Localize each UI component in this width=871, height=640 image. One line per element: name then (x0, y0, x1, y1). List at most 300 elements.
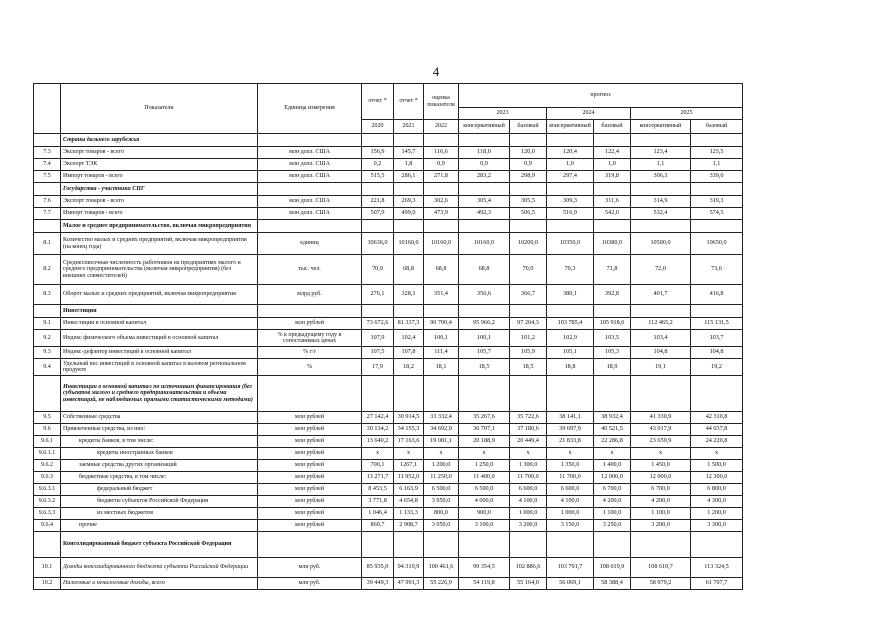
row-code: 9.5 (34, 412, 61, 424)
row-code: 9.1 (34, 318, 61, 330)
section-row (34, 183, 743, 196)
row-name: из местных бюджетов (61, 508, 258, 520)
table-row (34, 496, 743, 508)
row-name: Оборот малых и средних предприятий, включая микропредприятия (61, 285, 258, 305)
row-name: Экспорт ТЭК (61, 159, 258, 171)
row-value: 40 521,5 (594, 424, 631, 436)
header-report-2021: отчет * (394, 84, 424, 120)
header-code (34, 84, 61, 134)
row-name: федеральный бюджет (61, 484, 258, 496)
header-year-2025: 2025 (631, 108, 743, 120)
table-row (34, 147, 743, 159)
row-value: x (394, 448, 424, 460)
row-value: 68,8 (394, 255, 424, 285)
row-value: 39 697,9 (547, 424, 594, 436)
header-base-2025: базовый (691, 120, 743, 134)
row-value (362, 305, 394, 318)
row-value: 100,1 (459, 330, 510, 347)
row-value (459, 305, 510, 318)
row-value: 1,0 (547, 159, 594, 171)
row-value (362, 532, 394, 558)
row-value: 35 722,6 (510, 412, 547, 424)
table-row (34, 171, 743, 183)
row-code: 9.6.3.3 (34, 508, 61, 520)
row-value: 118,0 (459, 147, 510, 159)
table-row (34, 359, 743, 376)
row-value: 44 037,8 (691, 424, 743, 436)
row-value (631, 532, 691, 558)
row-code: 9.4 (34, 359, 61, 376)
row-unit: млн рублей (258, 318, 362, 330)
row-value: 1 500,0 (691, 460, 743, 472)
row-value: 11 250,0 (424, 472, 459, 484)
row-value: 416,8 (691, 285, 743, 305)
row-value: 11 952,0 (394, 472, 424, 484)
row-value: 107,5 (362, 347, 394, 359)
row-value: x (459, 448, 510, 460)
row-value (510, 134, 547, 147)
row-value: 56 069,1 (547, 578, 594, 590)
table-row (34, 233, 743, 255)
row-name: бюджетные средства, в том числе: (61, 472, 258, 484)
row-value: 269,3 (394, 196, 424, 208)
row-value: 0,9 (424, 159, 459, 171)
header-report-2020: отчет * (362, 84, 394, 120)
row-value (362, 376, 394, 412)
row-value: 27 142,4 (362, 412, 394, 424)
row-value: 506,5 (510, 208, 547, 220)
row-code: 9.3 (34, 347, 61, 359)
row-value: 319,8 (594, 171, 631, 183)
row-code: 9.6.1.1 (34, 448, 61, 460)
row-value: x (594, 448, 631, 460)
row-value: 1 133,3 (394, 508, 424, 520)
row-name: Среднесписочная численность работников на предприятиях малого и среднего предпринимательства (включая микропредприятия) (без внешних совместителей) (61, 255, 258, 285)
row-value: 73,6 (691, 255, 743, 285)
row-name: прочие (61, 520, 258, 532)
row-value: 6 600,0 (547, 484, 594, 496)
row-value (594, 532, 631, 558)
row-value: 61 707,7 (691, 578, 743, 590)
row-unit (258, 183, 362, 196)
row-value: 103,7 (691, 330, 743, 347)
row-value: 6 500,0 (459, 484, 510, 496)
row-unit (258, 134, 362, 147)
row-value (510, 183, 547, 196)
table-row (34, 412, 743, 424)
row-value: 19,1 (631, 359, 691, 376)
row-value: 73 672,6 (362, 318, 394, 330)
row-unit: млн долл. США (258, 159, 362, 171)
row-code: 9.6.3.1 (34, 484, 61, 496)
row-value: 103,5 (594, 330, 631, 347)
row-value: 102,9 (547, 330, 594, 347)
row-value: 309,3 (547, 196, 594, 208)
row-value: 286,1 (394, 171, 424, 183)
row-value: 17 163,6 (394, 436, 424, 448)
row-value: 37 180,6 (510, 424, 547, 436)
row-unit: млн рублей (258, 484, 362, 496)
row-value: 72,0 (631, 255, 691, 285)
row-value: 305,4 (459, 196, 510, 208)
row-value: 115 131,5 (691, 318, 743, 330)
row-value: 30 914,5 (394, 412, 424, 424)
row-value: 356,6 (459, 285, 510, 305)
table-row (34, 448, 743, 460)
row-value (510, 532, 547, 558)
row-value (459, 134, 510, 147)
row-value: 11 700,0 (547, 472, 594, 484)
row-code: 9.2 (34, 330, 61, 347)
row-value (424, 134, 459, 147)
row-value: 33 332,4 (424, 412, 459, 424)
row-code (34, 220, 61, 233)
row-code: 7.6 (34, 196, 61, 208)
row-value (424, 376, 459, 412)
row-value: 1,0 (594, 159, 631, 171)
row-name: Индекс-дефлятор инвестиций в основной капитал (61, 347, 258, 359)
row-code: 10.1 (34, 558, 61, 578)
row-value: x (510, 448, 547, 460)
row-value (631, 183, 691, 196)
row-value: 298,9 (510, 171, 547, 183)
row-value: 319,3 (691, 196, 743, 208)
row-value: 11 700,0 (510, 472, 547, 484)
row-value: 116,6 (424, 147, 459, 159)
row-code: 7.5 (34, 171, 61, 183)
row-code (34, 532, 61, 558)
row-value: 55 164,0 (510, 578, 547, 590)
row-name: Инвестиции в основной капитал (61, 318, 258, 330)
row-value: 18,5 (459, 359, 510, 376)
row-value: 1 250,0 (459, 460, 510, 472)
header-forecast: прогноз (459, 84, 743, 108)
row-unit: тыс. чел. (258, 255, 362, 285)
row-value: 10200,0 (510, 233, 547, 255)
row-value: 107,8 (394, 347, 424, 359)
row-value (459, 220, 510, 233)
row-value: 34 155,3 (394, 424, 424, 436)
row-value: 328,1 (394, 285, 424, 305)
row-value: 145,7 (394, 147, 424, 159)
row-name: Экспорт товаров - всего (61, 196, 258, 208)
row-value (594, 376, 631, 412)
table-row (34, 436, 743, 448)
row-name: Удельный вес инвестиций в основной капитал в валовом региональном продукте (61, 359, 258, 376)
row-value: 58 388,4 (594, 578, 631, 590)
row-value: 12 000,0 (594, 472, 631, 484)
row-name: Экспорт товаров - всего (61, 147, 258, 159)
row-value: 103,4 (631, 330, 691, 347)
row-unit: млн рублей (258, 520, 362, 532)
row-value: 30 134,2 (362, 424, 394, 436)
row-value: 3 771,8 (362, 496, 394, 508)
row-value: 3 300,0 (691, 520, 743, 532)
row-value (594, 183, 631, 196)
row-code (34, 305, 61, 318)
row-value: x (631, 448, 691, 460)
row-name: Привлеченные средства, из них: (61, 424, 258, 436)
row-code: 8.1 (34, 233, 61, 255)
row-name: Импорт товаров - всего (61, 171, 258, 183)
row-value (394, 532, 424, 558)
row-value: 19 081,1 (424, 436, 459, 448)
row-value: 108 019,9 (594, 558, 631, 578)
row-value: 0,2 (362, 159, 394, 171)
row-unit (258, 532, 362, 558)
row-unit (258, 220, 362, 233)
row-unit: % к предыдущему году в сопоставимых ценах (258, 330, 362, 347)
row-name: Страны дальнего зарубежья (61, 134, 258, 147)
row-value: 515,5 (362, 171, 394, 183)
row-value (691, 183, 743, 196)
row-value: 113 324,5 (691, 558, 743, 578)
row-name: Консолидированный бюджет субъекта Российской Федерации (61, 532, 258, 558)
row-value: 38 141,1 (547, 412, 594, 424)
row-value: 36 707,1 (459, 424, 510, 436)
page-number: 4 (432, 64, 440, 79)
row-value: 311,6 (594, 196, 631, 208)
row-value: 68,8 (424, 255, 459, 285)
row-value: 18,1 (424, 359, 459, 376)
row-name: Инвестиции в основной капитал по источникам финансирования (без субъектов малого и среднего предпринимательства и объема инвестиций, не наблюдаемых прямыми статистическими методами) (61, 376, 258, 412)
row-value: 35 267,6 (459, 412, 510, 424)
row-value: 101,2 (510, 330, 547, 347)
row-value: x (547, 448, 594, 460)
row-value: 221,8 (362, 196, 394, 208)
row-value: 1,8 (394, 159, 424, 171)
header-year-2023: 2023 (459, 108, 547, 120)
row-value: 95 966,2 (459, 318, 510, 330)
row-value: 2 908,7 (394, 520, 424, 532)
row-value: 10500,0 (631, 233, 691, 255)
row-value: 102,4 (394, 330, 424, 347)
table-row (34, 318, 743, 330)
header-year-2021: 2021 (394, 120, 424, 134)
row-value: 3 200,0 (510, 520, 547, 532)
row-value (631, 220, 691, 233)
row-value: 11 400,0 (459, 472, 510, 484)
row-value (547, 305, 594, 318)
row-unit: % (258, 359, 362, 376)
row-value: 120,0 (510, 147, 547, 159)
row-value: 22 286,8 (594, 436, 631, 448)
row-value: 17,9 (362, 359, 394, 376)
row-value: 39 449,3 (362, 578, 394, 590)
row-value: 13 271,7 (362, 472, 394, 484)
row-value: 6 700,0 (631, 484, 691, 496)
row-name: Количество малых и средних предприятий, включая микропредприятия (на конец года) (61, 233, 258, 255)
row-value: 122,4 (594, 147, 631, 159)
row-value: 302,6 (424, 196, 459, 208)
row-value: 542,0 (594, 208, 631, 220)
row-value: 700,1 (362, 460, 394, 472)
row-value: 43 017,9 (631, 424, 691, 436)
row-value: 123,4 (631, 147, 691, 159)
row-unit (258, 376, 362, 412)
row-value: 24 220,8 (691, 436, 743, 448)
row-value (424, 532, 459, 558)
row-value: 0,9 (459, 159, 510, 171)
row-value (510, 376, 547, 412)
row-value: 54 119,8 (459, 578, 510, 590)
row-value: 105,3 (594, 347, 631, 359)
row-value: 105,9 (510, 347, 547, 359)
row-value: 314,9 (631, 196, 691, 208)
row-value (424, 305, 459, 318)
table-row (34, 508, 743, 520)
row-value: 1 000,0 (510, 508, 547, 520)
header-conservative-2025: консервативный (631, 120, 691, 134)
row-value: 18,2 (394, 359, 424, 376)
row-unit: млн рублей (258, 472, 362, 484)
row-value: 81 337,3 (394, 318, 424, 330)
row-value: 532,4 (631, 208, 691, 220)
row-value: 3 100,0 (459, 520, 510, 532)
row-value: 18,8 (547, 359, 594, 376)
row-unit: единиц (258, 233, 362, 255)
row-value: 297,4 (547, 171, 594, 183)
row-unit: % г/г (258, 347, 362, 359)
row-value (424, 183, 459, 196)
row-value: 90 700,4 (424, 318, 459, 330)
row-value (547, 220, 594, 233)
row-unit: млн рублей (258, 496, 362, 508)
section-row (34, 134, 743, 147)
row-code: 9.6.3 (34, 472, 61, 484)
row-value: 10636,0 (362, 233, 394, 255)
row-unit: млн рублей (258, 436, 362, 448)
table-row (34, 255, 743, 285)
row-value (691, 532, 743, 558)
row-name: бюджеты субъектов Российской Федерации (61, 496, 258, 508)
row-name: заемные средства других организаций (61, 460, 258, 472)
row-value: x (424, 448, 459, 460)
row-value: 108 610,7 (631, 558, 691, 578)
row-value: 20 188,9 (459, 436, 510, 448)
header-base-2023: базовый (510, 120, 547, 134)
row-code: 9.6.3.2 (34, 496, 61, 508)
header-year-2024: 2024 (547, 108, 631, 120)
row-value (459, 183, 510, 196)
row-value (547, 134, 594, 147)
row-value: 47 991,3 (394, 578, 424, 590)
row-name: Инвестиции (61, 305, 258, 318)
table-header (34, 84, 743, 134)
row-value: 10160,0 (459, 233, 510, 255)
row-value: 97 204,3 (510, 318, 547, 330)
table-row (34, 484, 743, 496)
row-value: 507,9 (362, 208, 394, 220)
row-value: 125,5 (691, 147, 743, 159)
row-value: 4 000,0 (459, 496, 510, 508)
row-code: 7.3 (34, 147, 61, 159)
section-row (34, 376, 743, 412)
row-value: 103 791,7 (547, 558, 594, 578)
row-value: 12 300,0 (691, 472, 743, 484)
row-value: 306,3 (631, 171, 691, 183)
row-value: 6 163,9 (394, 484, 424, 496)
row-value: 0,9 (510, 159, 547, 171)
row-value: 3 950,0 (424, 496, 459, 508)
row-value: 105,1 (547, 347, 594, 359)
table-row (34, 460, 743, 472)
table-row (34, 208, 743, 220)
header-conservative-2024: консервативный (547, 120, 594, 134)
row-unit: млн рублей (258, 424, 362, 436)
row-value: 4 200,0 (631, 496, 691, 508)
row-unit: млн долл. США (258, 196, 362, 208)
row-value: 10160,0 (394, 233, 424, 255)
row-name: Импорт товаров - всего (61, 208, 258, 220)
row-value: 380,1 (547, 285, 594, 305)
row-value: 860,7 (362, 520, 394, 532)
row-value: 900,0 (459, 508, 510, 520)
header-conservative-2023: консервативный (459, 120, 510, 134)
row-value (691, 376, 743, 412)
row-value: 71,8 (594, 255, 631, 285)
row-value (547, 376, 594, 412)
row-value: 104,8 (631, 347, 691, 359)
row-value: 10350,0 (547, 233, 594, 255)
indicators-table (33, 83, 743, 590)
row-value: 3 250,0 (594, 520, 631, 532)
table-row (34, 520, 743, 532)
row-value: 99 354,5 (459, 558, 510, 578)
table-row (34, 285, 743, 305)
row-value: 68,8 (459, 255, 510, 285)
row-value: 10380,0 (594, 233, 631, 255)
row-code: 8.3 (34, 285, 61, 305)
row-value: 1 300,0 (510, 460, 547, 472)
row-value: 800,0 (424, 508, 459, 520)
row-value: 1,1 (691, 159, 743, 171)
row-value: x (362, 448, 394, 460)
row-code: 9.6.4 (34, 520, 61, 532)
row-value: 392,8 (594, 285, 631, 305)
table-row (34, 330, 743, 347)
row-unit: млн рублей (258, 412, 362, 424)
row-value: 351,4 (424, 285, 459, 305)
row-value: 4 300,0 (691, 496, 743, 508)
row-code: 7.4 (34, 159, 61, 171)
table-row (34, 558, 743, 578)
row-value: 1 200,0 (424, 460, 459, 472)
row-value: 1,1 (631, 159, 691, 171)
header-unit: Единица измерения (258, 84, 362, 134)
table-row (34, 578, 743, 590)
row-value: 42 310,8 (691, 412, 743, 424)
row-code: 9.6.1 (34, 436, 61, 448)
row-value: 516,9 (547, 208, 594, 220)
row-value (631, 134, 691, 147)
row-value: 1 000,0 (547, 508, 594, 520)
table-row (34, 196, 743, 208)
row-value: 6 600,0 (510, 484, 547, 496)
row-value: 23 659,9 (631, 436, 691, 448)
row-value: 156,9 (362, 147, 394, 159)
row-unit: млн рублей (258, 508, 362, 520)
row-name: кредиты банков, в том числе: (61, 436, 258, 448)
row-name: Государства - участники СНГ (61, 183, 258, 196)
row-unit: млн руб. (258, 558, 362, 578)
row-value: 111,4 (424, 347, 459, 359)
row-value: 401,7 (631, 285, 691, 305)
row-value: 339,0 (691, 171, 743, 183)
row-value: 10160,0 (424, 233, 459, 255)
row-value (594, 134, 631, 147)
table-row (34, 424, 743, 436)
